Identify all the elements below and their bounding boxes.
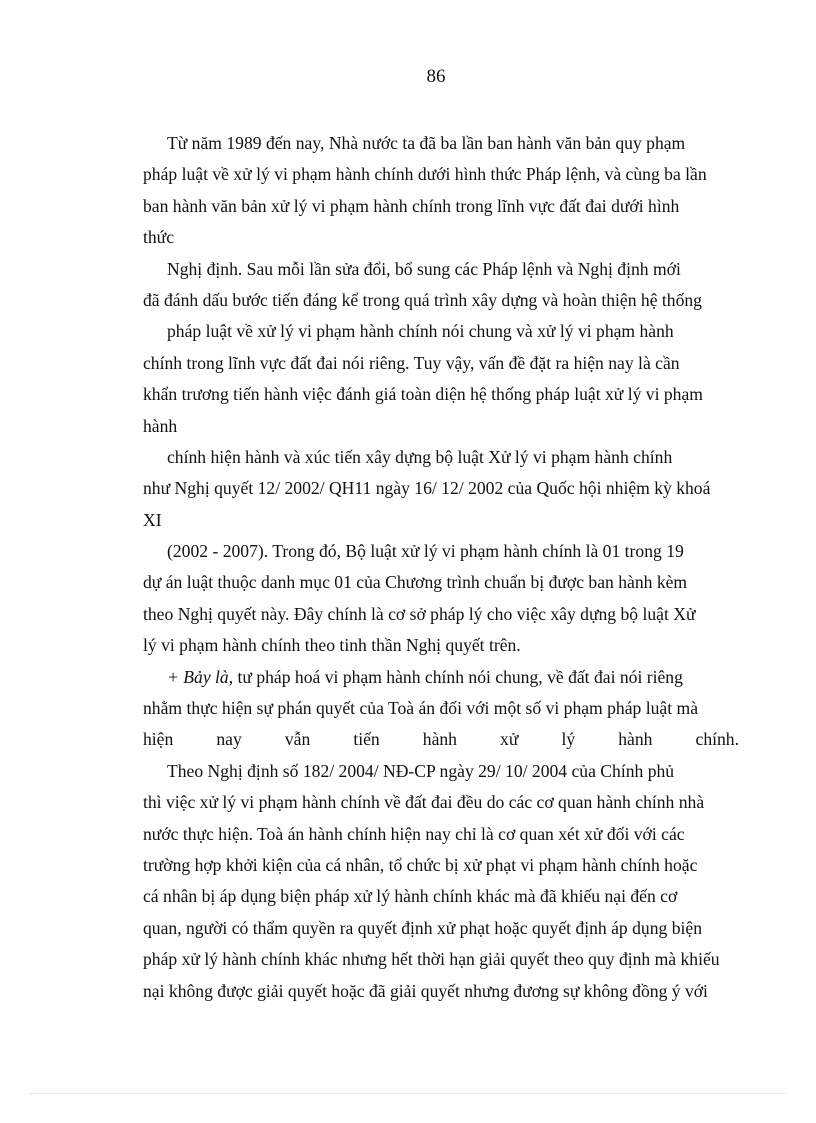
line-text: dự án luật thuộc danh mục 01 của Chương trình chuẩn bị được ban hành kèm xyxy=(143,572,688,593)
text-line xyxy=(143,473,739,504)
text-line xyxy=(143,850,739,881)
body-text xyxy=(143,128,739,1007)
line-text: pháp xử lý hành chính khác nhưng hết thời hạn giải quyết theo quy định mà khiếu xyxy=(143,949,720,970)
line-text: hành xyxy=(143,415,178,436)
line-text: hiện nay vẫn tiến hành xử lý hành chính. xyxy=(143,729,739,750)
line-text: đã đánh dấu bước tiến đáng kể trong quá trình xây dựng và hoàn thiện hệ thống xyxy=(143,289,702,310)
text-line xyxy=(143,316,739,347)
line-text: , tư pháp hoá vi phạm hành chính nói chung, về đất đai nói riêng xyxy=(228,666,683,687)
line-text: pháp luật về xử lý vi phạm hành chính dưới hình thức Pháp lệnh, và cùng ba lần xyxy=(143,164,707,185)
text-line xyxy=(143,536,739,567)
line-text: Nghị định. Sau mỗi lần sửa đổi, bổ sung các Pháp lệnh và Nghị định mới xyxy=(167,258,681,279)
line-text: nại không được giải quyết hoặc đã giải quyết nhưng đương sự không đồng ý với xyxy=(143,980,708,1001)
line-text: XI xyxy=(143,509,162,530)
text-line xyxy=(143,567,739,598)
text-line xyxy=(143,693,739,724)
line-text: quan, người có thẩm quyền ra quyết định xử phạt hoặc quyết định áp dụng biện xyxy=(143,917,702,938)
text-line xyxy=(143,944,739,975)
line-text: chính trong lĩnh vực đất đai nói riêng. Tuy vậy, vấn đề đặt ra hiện nay là cần xyxy=(143,352,680,373)
text-line xyxy=(143,662,739,693)
text-line xyxy=(143,191,739,222)
text-line xyxy=(143,379,739,410)
text-line xyxy=(143,505,739,536)
text-line xyxy=(143,442,739,473)
line-text: pháp luật về xử lý vi phạm hành chính nói chung và xử lý vi phạm hành xyxy=(167,321,674,342)
text-line xyxy=(143,819,739,850)
line-text: lý vi phạm hành chính theo tinh thần Nghị quyết trên. xyxy=(143,635,521,656)
text-line xyxy=(143,787,739,818)
text-line xyxy=(143,411,739,442)
line-text: như Nghị quyết 12/ 2002/ QH11 ngày 16/ 12/ 2002 của Quốc hội nhiệm kỳ khoá xyxy=(143,478,711,499)
line-text: (2002 - 2007). Trong đó, Bộ luật xử lý vi phạm hành chính là 01 trong 19 xyxy=(167,541,684,562)
page-number: 86 xyxy=(426,66,446,87)
text-line xyxy=(143,976,739,1007)
line-text: theo Nghị quyết này. Đây chính là cơ sở pháp lý cho việc xây dựng bộ luật Xử xyxy=(143,603,696,624)
line-text: ban hành văn bản xử lý vi phạm hành chính trong lĩnh vực đất đai dưới hình xyxy=(143,195,680,216)
text-line xyxy=(143,881,739,912)
line-text: Từ năm 1989 đến nay, Nhà nước ta đã ba lần ban hành văn bản quy phạm xyxy=(167,133,686,153)
text-line xyxy=(143,348,739,379)
line-text: nước thực hiện. Toà án hành chính hiện nay chỉ là cơ quan xét xử đối với các xyxy=(143,823,685,844)
text-line xyxy=(143,254,739,285)
line-text: chính hiện hành và xúc tiến xây dựng bộ luật Xử lý vi phạm hành chính xyxy=(167,446,673,467)
text-line xyxy=(143,599,739,630)
line-text: Theo Nghị định số 182/ 2004/ NĐ-CP ngày 29/ 10/ 2004 của Chính phủ xyxy=(167,760,675,781)
line-text: cá nhân bị áp dụng biện pháp xử lý hành chính khác mà đã khiếu nại đến cơ xyxy=(143,886,678,907)
page-bottom-divider xyxy=(30,1093,786,1094)
text-line xyxy=(143,128,739,159)
text-line xyxy=(143,285,739,316)
text-line xyxy=(143,913,739,944)
line-text: nhằm thực hiện sự phán quyết của Toà án đối với một số vi phạm pháp luật mà xyxy=(143,698,699,719)
text-line xyxy=(143,630,739,661)
line-text: trường hợp khởi kiện của cá nhân, tổ chức bị xử phạt vi phạm hành chính hoặc xyxy=(143,854,698,875)
text-line xyxy=(143,159,739,190)
italic-prefix: + Bảy là xyxy=(167,666,229,687)
line-text: thì việc xử lý vi phạm hành chính về đất đai đều do các cơ quan hành chính nhà xyxy=(143,792,705,813)
text-line xyxy=(143,756,739,787)
line-text: khẩn trương tiến hành việc đánh giá toàn diện hệ thống pháp luật xử lý vi phạm xyxy=(143,384,703,405)
line-text: thức xyxy=(143,227,175,248)
text-line xyxy=(143,222,739,253)
text-line xyxy=(143,724,739,755)
